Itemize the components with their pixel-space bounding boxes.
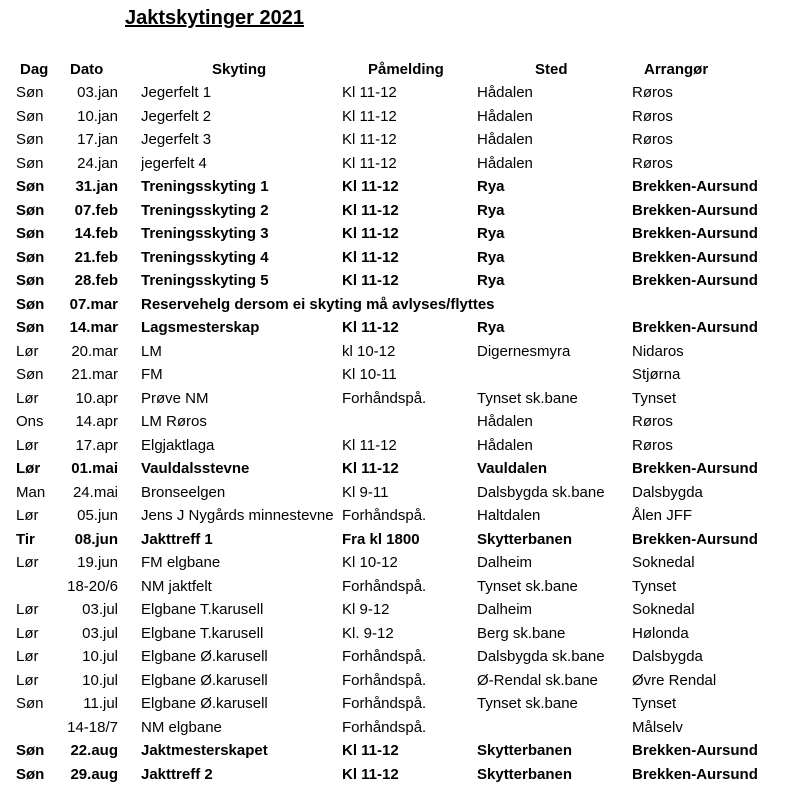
header-sted: Sted [535, 61, 568, 78]
cell-pamelding: Forhåndspå. [342, 718, 427, 736]
cell-dag: Søn [16, 765, 45, 783]
table-row [0, 716, 806, 739]
cell-dato: 10.jan [77, 107, 118, 125]
cell-pamelding: Forhåndspå. [342, 389, 427, 407]
cell-dag: Søn [16, 272, 45, 289]
cell-pamelding: kl 10-12 [342, 342, 396, 360]
cell-sted: Hådalen [477, 131, 533, 148]
cell-dag: Søn [16, 84, 44, 101]
cell-arrangor: Øvre Rendal [632, 671, 717, 689]
cell-dag: Søn [16, 131, 44, 148]
table-row [0, 692, 806, 715]
table-row [0, 645, 806, 668]
cell-dag: Lør [16, 601, 39, 618]
table-row [0, 128, 806, 151]
cell-sted: Rya [477, 248, 505, 266]
table-row [0, 551, 806, 574]
cell-skyting: LM [141, 342, 162, 360]
cell-sted: Dalheim [477, 601, 533, 618]
table-row [0, 575, 806, 598]
cell-arrangor: Brekken-Aursund [632, 765, 758, 783]
cell-dag: Lør [16, 460, 41, 477]
cell-arrangor: Soknedal [632, 554, 695, 571]
table-row [0, 481, 806, 504]
cell-skyting: Elgbane T.karusell [141, 624, 264, 642]
cell-pamelding: Kl 11-12 [342, 84, 397, 101]
cell-sted: Hådalen [477, 107, 533, 125]
cell-sted: Rya [477, 178, 505, 195]
cell-pamelding: Kl 9-11 [342, 483, 389, 501]
cell-dag: Søn [16, 225, 45, 242]
cell-pamelding: Kl 11-12 [342, 131, 397, 148]
cell-arrangor: Brekken-Aursund [632, 201, 758, 219]
table-row [0, 81, 806, 104]
cell-skyting: Jens J Nygårds minnestevne [141, 507, 334, 524]
cell-dag: Søn [16, 366, 44, 383]
cell-dag: Søn [16, 201, 45, 219]
cell-dag: Lør [16, 342, 39, 360]
cell-skyting: NM jaktfelt [141, 577, 212, 595]
cell-dato: 29.aug [70, 765, 118, 783]
cell-pamelding: Kl 11-12 [342, 178, 399, 195]
cell-pamelding: Kl 11-12 [342, 460, 399, 477]
table-row [0, 504, 806, 527]
cell-dato: 07.feb [74, 201, 118, 219]
header-pamelding: Påmelding [368, 61, 444, 78]
cell-dag: Lør [16, 648, 39, 665]
cell-dato: 03.jul [82, 624, 118, 642]
cell-arrangor: Målselv [632, 718, 683, 736]
cell-sted: Dalsbygda sk.bane [477, 648, 605, 665]
cell-dag: Søn [16, 295, 45, 313]
cell-pamelding: Kl 11-12 [342, 107, 397, 125]
cell-skyting: NM elgbane [141, 718, 222, 736]
cell-skyting: Elgbane Ø.karusell [141, 671, 268, 689]
cell-dag: Søn [16, 154, 44, 172]
table-row [0, 293, 806, 316]
cell-skyting: Bronseelgen [141, 483, 226, 501]
cell-dato: 20.mar [71, 342, 118, 360]
cell-arrangor: Dalsbygda [632, 483, 703, 501]
cell-pamelding: Kl 11-12 [342, 154, 397, 172]
cell-sted: Berg sk.bane [477, 624, 566, 642]
cell-arrangor: Røros [632, 107, 673, 125]
cell-dato: 01.mai [71, 460, 118, 477]
cell-skyting: Elgbane Ø.karusell [141, 648, 268, 665]
cell-sted: Dalheim [477, 554, 533, 571]
table-row [0, 387, 806, 410]
header-skyting: Skyting [212, 61, 267, 78]
table-row [0, 316, 806, 339]
cell-dag: Lør [16, 624, 39, 642]
cell-skyting: Elgbane T.karusell [141, 601, 264, 618]
cell-skyting: Prøve NM [141, 389, 209, 407]
cell-skyting: Treningsskyting 3 [141, 225, 269, 242]
table-row [0, 363, 806, 386]
cell-skyting: Treningsskyting 4 [141, 248, 269, 266]
cell-skyting: jegerfelt 4 [141, 154, 207, 172]
cell-pamelding: Forhåndspå. [342, 507, 427, 524]
cell-pamelding: Fra kl 1800 [342, 530, 420, 548]
cell-skyting: Jegerfelt 3 [141, 131, 212, 148]
cell-dag: Søn [16, 695, 44, 712]
cell-dato: 10.jul [82, 648, 118, 665]
cell-arrangor: Tynset [632, 695, 677, 712]
table-row [0, 457, 806, 480]
cell-arrangor: Brekken-Aursund [632, 460, 758, 477]
cell-dato: 18-20/6 [67, 577, 118, 595]
cell-pamelding: Kl 11-12 [342, 225, 399, 242]
cell-sted: Skytterbanen [477, 530, 573, 548]
cell-skyting: Treningsskyting 5 [141, 272, 269, 289]
cell-sted: Rya [477, 272, 505, 289]
cell-dato: 10.apr [75, 389, 118, 407]
cell-sted: Rya [477, 319, 505, 336]
cell-dato: 14-18/7 [67, 718, 118, 736]
cell-arrangor: Stjørna [632, 366, 681, 383]
cell-skyting: Reservehelg dersom ei skyting må avlyses/flyttes [141, 295, 495, 313]
cell-sted: Tynset sk.bane [477, 695, 578, 712]
cell-arrangor: Brekken-Aursund [632, 225, 758, 242]
cell-dato: 24.jan [77, 154, 118, 172]
table-row [0, 598, 806, 621]
cell-dato: 10.jul [82, 671, 118, 689]
cell-arrangor: Ålen JFF [632, 507, 693, 524]
cell-dato: 14.apr [75, 413, 118, 430]
cell-arrangor: Nidaros [632, 342, 684, 360]
cell-skyting: Elgbane Ø.karusell [141, 695, 268, 712]
cell-arrangor: Dalsbygda [632, 648, 703, 665]
cell-dag: Lør [16, 554, 39, 571]
cell-dato: 03.jan [77, 84, 118, 101]
cell-arrangor: Brekken-Aursund [632, 248, 758, 266]
cell-skyting: FM elgbane [141, 554, 221, 571]
cell-pamelding: Kl 11-12 [342, 436, 397, 454]
header-dato: Dato [70, 61, 104, 78]
cell-dato: 31.jan [75, 178, 118, 195]
cell-dag: Søn [16, 742, 45, 759]
cell-skyting: Treningsskyting 1 [141, 178, 269, 195]
cell-dag: Søn [16, 107, 44, 125]
cell-sted: Hådalen [477, 154, 533, 172]
header-arrangor: Arrangør [644, 61, 709, 78]
cell-arrangor: Tynset [632, 389, 677, 407]
cell-sted: Haltdalen [477, 507, 541, 524]
cell-dag: Lør [16, 436, 39, 454]
cell-skyting: FM [141, 366, 163, 383]
table-row [0, 175, 806, 198]
cell-pamelding: Kl 11-12 [342, 201, 399, 219]
cell-sted: Tynset sk.bane [477, 577, 578, 595]
cell-sted: Hådalen [477, 84, 533, 101]
cell-pamelding: Kl 10-11 [342, 366, 397, 383]
cell-pamelding: Kl 11-12 [342, 248, 399, 266]
cell-skyting: Jaktmesterskapet [141, 742, 268, 759]
cell-arrangor: Brekken-Aursund [632, 319, 758, 336]
cell-pamelding: Forhåndspå. [342, 671, 427, 689]
cell-skyting: Treningsskyting 2 [141, 201, 269, 219]
table-row [0, 246, 806, 269]
cell-dato: 14.feb [74, 225, 118, 242]
cell-dag: Søn [16, 178, 45, 195]
table-row [0, 410, 806, 433]
cell-arrangor: Brekken-Aursund [632, 742, 758, 759]
cell-skyting: Jegerfelt 1 [141, 84, 212, 101]
cell-sted: Skytterbanen [477, 742, 573, 759]
cell-dag: Søn [16, 248, 45, 266]
cell-sted: Tynset sk.bane [477, 389, 578, 407]
table-row [0, 340, 806, 363]
cell-arrangor: Tynset [632, 577, 677, 595]
cell-arrangor: Brekken-Aursund [632, 530, 758, 548]
cell-sted: Vauldalen [477, 460, 548, 477]
page-title: Jaktskytinger 2021 [125, 7, 305, 29]
cell-sted: Hådalen [477, 436, 533, 454]
cell-pamelding: Kl. 9-12 [342, 624, 394, 642]
cell-dato: 17.jan [77, 131, 118, 148]
cell-pamelding: Kl 11-12 [342, 765, 399, 783]
cell-arrangor: Soknedal [632, 601, 695, 618]
cell-pamelding: Kl 9-12 [342, 601, 390, 618]
cell-dag: Tir [16, 530, 35, 548]
table-row [0, 222, 806, 245]
cell-arrangor: Røros [632, 436, 673, 454]
cell-pamelding: Kl 10-12 [342, 554, 398, 571]
cell-pamelding: Kl 11-12 [342, 272, 399, 289]
cell-sted: Rya [477, 201, 505, 219]
cell-dag: Lør [16, 507, 39, 524]
cell-skyting: Jegerfelt 2 [141, 107, 212, 125]
cell-dato: 28.feb [74, 272, 118, 289]
cell-arrangor: Røros [632, 154, 673, 172]
cell-skyting: LM Røros [141, 413, 207, 430]
cell-pamelding: Forhåndspå. [342, 695, 427, 712]
table-header [0, 58, 806, 81]
cell-pamelding: Forhåndspå. [342, 577, 427, 595]
table-row [0, 528, 806, 551]
cell-dato: 07.mar [69, 295, 118, 313]
cell-arrangor: Brekken-Aursund [632, 178, 758, 195]
table-row [0, 199, 806, 222]
cell-sted: Dalsbygda sk.bane [477, 483, 605, 501]
table-row [0, 763, 806, 786]
cell-arrangor: Røros [632, 131, 673, 148]
cell-sted: Rya [477, 225, 505, 242]
cell-dato: 14.mar [69, 319, 118, 336]
table-row [0, 622, 806, 645]
cell-dato: 22.aug [70, 742, 118, 759]
table-row [0, 434, 806, 457]
cell-skyting: Jakttreff 2 [141, 765, 213, 783]
table-row [0, 269, 806, 292]
cell-sted: Skytterbanen [477, 765, 573, 783]
cell-dag: Lør [16, 671, 39, 689]
cell-skyting: Elgjaktlaga [141, 436, 215, 454]
cell-dato: 21.mar [71, 366, 118, 383]
cell-arrangor: Brekken-Aursund [632, 272, 758, 289]
cell-dato: 24.mai [72, 483, 118, 501]
cell-sted: Digernesmyra [477, 342, 571, 360]
cell-dato: 08.jun [74, 530, 118, 548]
table-row [0, 152, 806, 175]
cell-dato: 21.feb [74, 248, 118, 266]
cell-dag: Søn [16, 319, 45, 336]
cell-skyting: Lagsmesterskap [141, 319, 260, 336]
table-row [0, 669, 806, 692]
cell-dag: Man [16, 483, 46, 501]
cell-pamelding: Forhåndspå. [342, 648, 427, 665]
cell-arrangor: Hølonda [632, 624, 689, 642]
cell-dato: 19.jun [77, 554, 118, 571]
table-row [0, 739, 806, 762]
cell-dato: 11.jul [83, 695, 118, 712]
cell-pamelding: Kl 11-12 [342, 742, 399, 759]
cell-dato: 17.apr [75, 436, 118, 454]
cell-dag: Ons [16, 413, 44, 430]
cell-sted: Hådalen [477, 413, 533, 430]
cell-skyting: Jakttreff 1 [141, 530, 213, 548]
cell-dag: Lør [16, 389, 39, 407]
cell-dato: 03.jul [82, 601, 118, 618]
table-row [0, 105, 806, 128]
cell-sted: Ø-Rendal sk.bane [477, 671, 598, 689]
cell-arrangor: Røros [632, 413, 673, 430]
header-dag: Dag [20, 61, 49, 78]
cell-arrangor: Røros [632, 84, 673, 101]
cell-dato: 05.jun [77, 507, 118, 524]
cell-pamelding: Kl 11-12 [342, 319, 399, 336]
cell-skyting: Vauldalsstevne [141, 460, 250, 477]
